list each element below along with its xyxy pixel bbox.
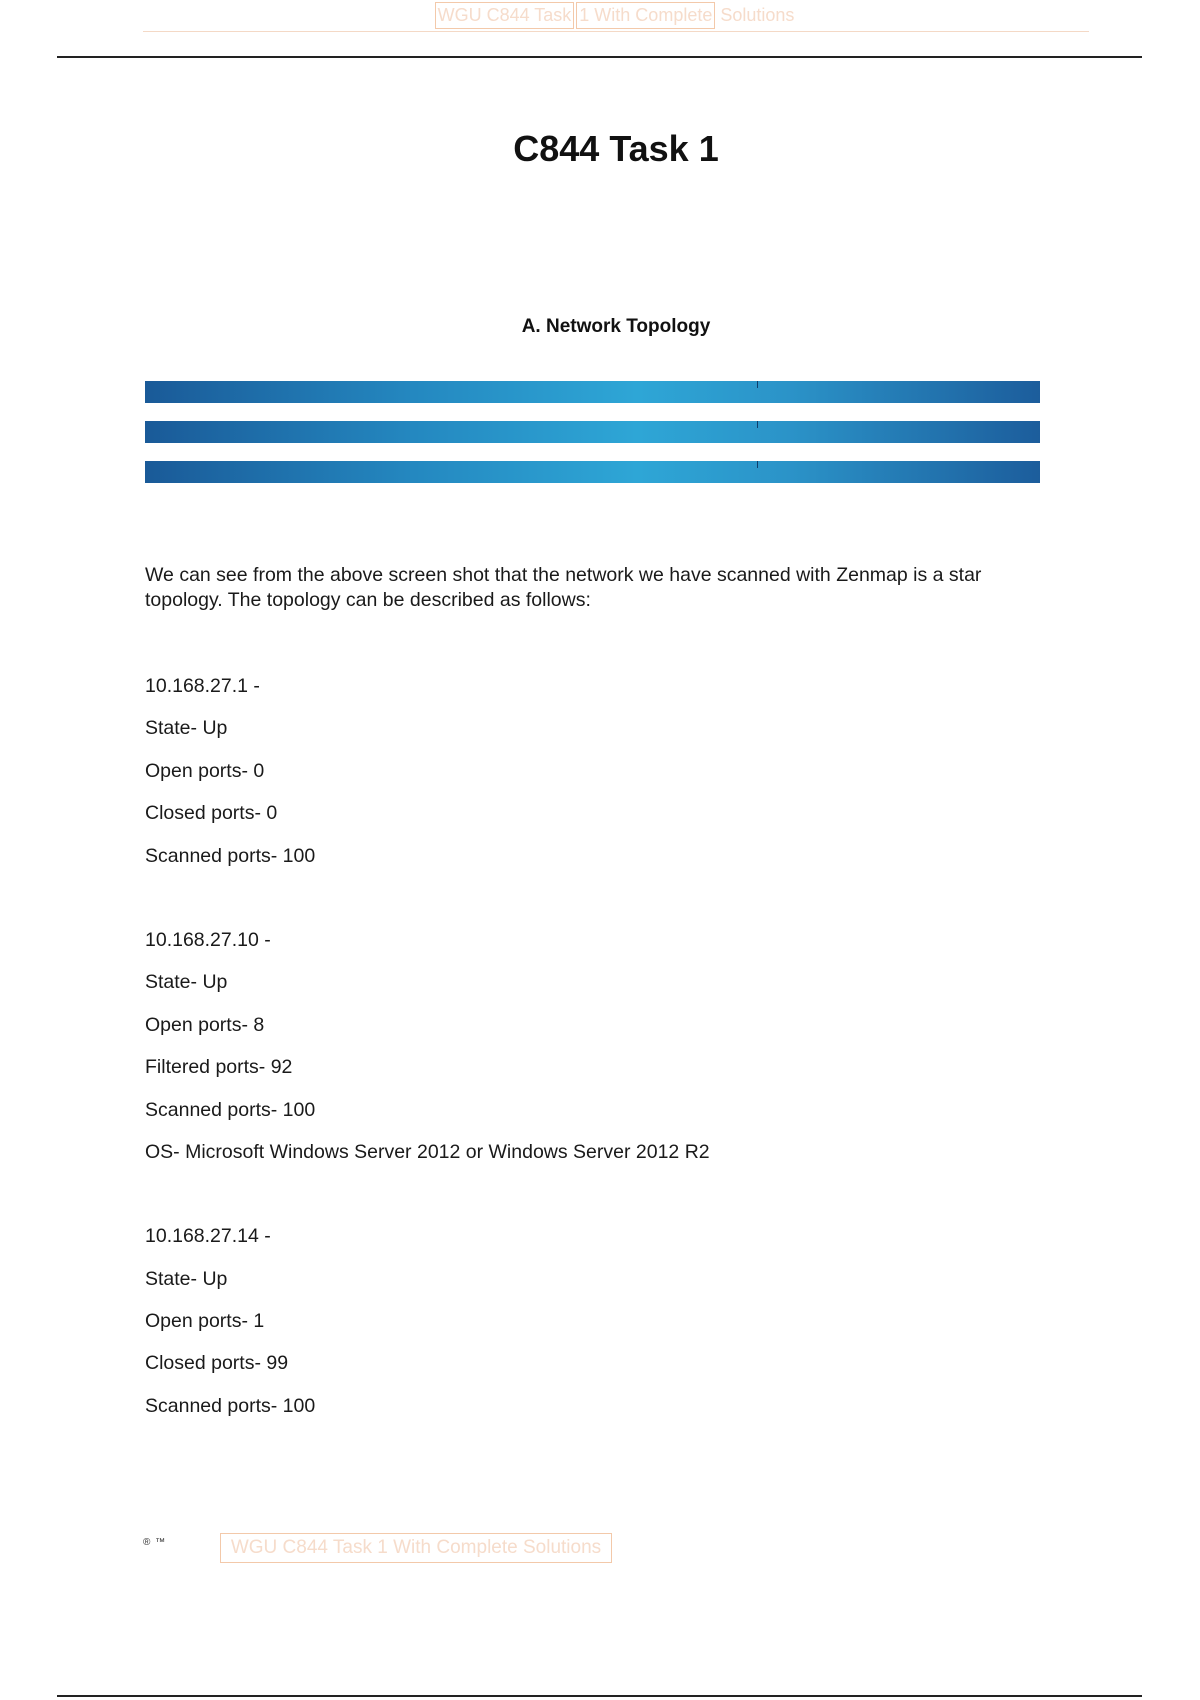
footer-watermark: WGU C844 Task 1 With Complete Solutions bbox=[220, 1533, 612, 1563]
host-address: 10.168.27.1 - bbox=[145, 675, 260, 697]
footer-rule bbox=[57, 1695, 1142, 1697]
header-watermark-part2: 1 With Complete bbox=[576, 2, 715, 29]
host-detail: Scanned ports- 100 bbox=[145, 844, 316, 867]
host-detail: Filtered ports- 92 bbox=[145, 1056, 293, 1079]
host-detail: OS- Microsoft Windows Server 2012 or Windows Server 2012 R2 bbox=[145, 1140, 710, 1163]
section-heading: A. Network Topology bbox=[521, 316, 711, 337]
host-detail: Open ports- 1 bbox=[145, 1310, 265, 1333]
host-list bbox=[145, 674, 1045, 1478]
header-watermark bbox=[143, 0, 1089, 32]
host-detail: Open ports- 8 bbox=[145, 1013, 265, 1036]
host-detail: Scanned ports- 100 bbox=[145, 1394, 316, 1417]
host-address: 10.168.27.14 - bbox=[145, 1225, 271, 1248]
host-detail: Open ports- 0 bbox=[145, 759, 265, 782]
network-topology-screenshot bbox=[145, 381, 1040, 501]
topology-bar bbox=[145, 421, 1040, 443]
host-detail: State- Up bbox=[145, 1267, 228, 1290]
host-detail: Closed ports- 0 bbox=[145, 802, 278, 825]
host-address: 10.168.27.10 - bbox=[145, 928, 271, 951]
host-detail: State- Up bbox=[145, 971, 228, 994]
page-title: C844 Task 1 bbox=[513, 128, 719, 169]
host-detail: Closed ports- 99 bbox=[145, 1352, 289, 1375]
host-detail: Scanned ports- 100 bbox=[145, 1098, 316, 1121]
header-watermark-part1: WGU C844 Task bbox=[435, 2, 575, 29]
topology-bar bbox=[145, 461, 1040, 483]
trademark-mark: ® ™ bbox=[143, 1537, 167, 1548]
host-entry bbox=[145, 928, 1045, 1182]
host-entry bbox=[145, 1224, 1045, 1436]
header-watermark-part3: Solutions bbox=[720, 5, 795, 25]
header-rule bbox=[57, 56, 1142, 58]
host-detail: State- Up bbox=[145, 717, 228, 740]
host-entry bbox=[145, 674, 1045, 886]
topology-bar bbox=[145, 381, 1040, 403]
intro-paragraph: We can see from the above screen shot that the network we have scanned with Zenmap is a star topology. The topology can be described as follows: bbox=[145, 564, 982, 611]
